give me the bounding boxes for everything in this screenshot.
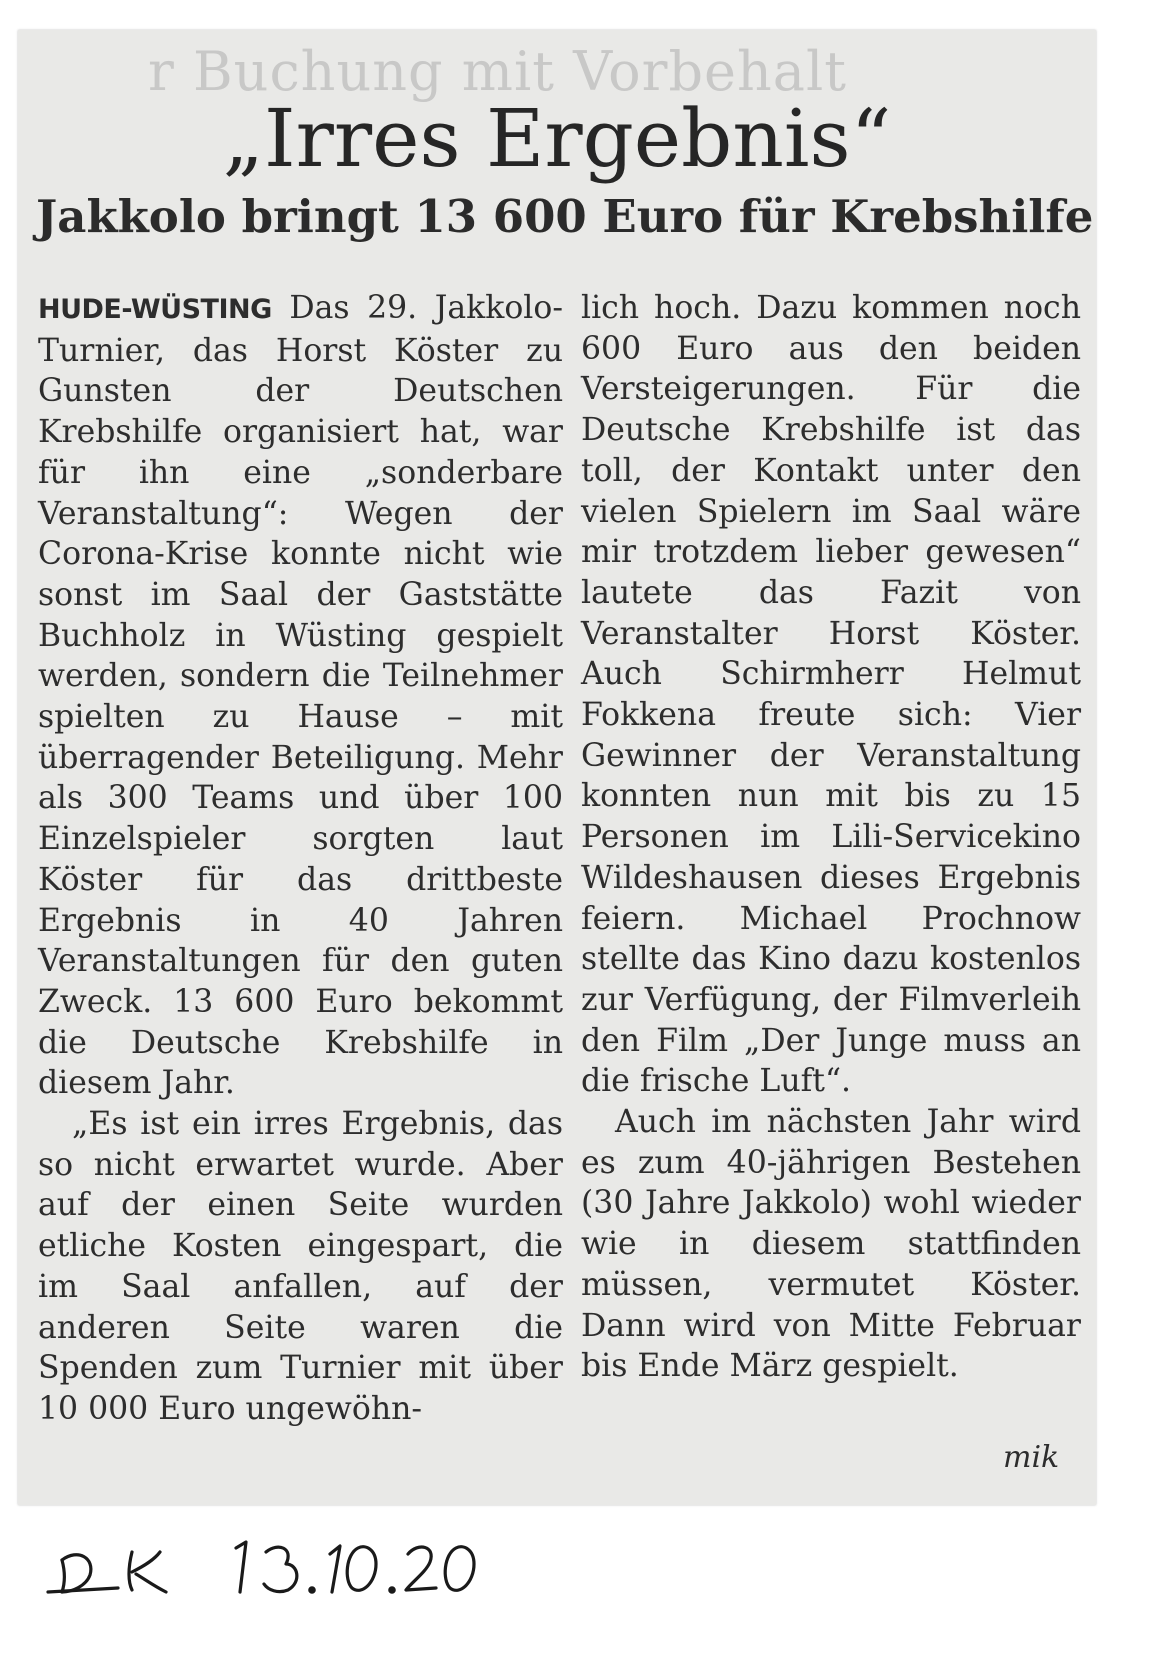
paragraph-1-text: Das 29. Jakkolo-Turnier, das Horst Köster zu Gunsten der Deutschen Krebshilfe organisiert hat, war für ihn eine „sonderbare Veranstaltung“: Wegen der Corona-Krise konnte nicht wie sonst im Saal der Gaststätte Buchholz in Wüsting gespielt werden, sondern die Teilnehmer spielten zu Hause – mit überragender Beteiligung. Mehr als 300 Teams und über 100 Einzelspieler sorgten laut Köster für das drittbeste Ergebnis in 40 Jahren Veranstaltungen für den guten Zweck. 13 600 Euro bekommt die Deutsche Krebshilfe in diesem Jahr. [38,290,563,1102]
handwritten-note-text: DK 13.10.20 [40,1520,46,1521]
subheadline: Jakkolo bringt 13 600 Euro für Krebshilfe [36,190,1094,243]
article-paragraph-3: Auch im nächsten Jahr wird es zum 40-jährigen Bestehen (30 Jahre Jakkolo) wohl wieder wie in diesem stattfinden müssen, vermutet Köster. Dann wird von Mitte Februar bis Ende März gespielt. [581,1104,1081,1385]
article-column-left [38,288,563,1430]
article-paragraph-2: „Es ist ein irres Ergebnis, das so nicht erwartet wurde. Aber auf der einen Seite wurden etliche Kosten eingespart, die im Saal anfallen, auf der anderen Seite waren die Spenden zum Turnier mit über 10 000 Euro ungewöhn- [38,1106,563,1427]
bleed-through-text: r Buchung mit Vorbehalt [148,40,847,103]
article-paragraph-1 [38,288,563,1104]
author-signature: mik [1003,1440,1060,1475]
handwritten-note [40,1520,480,1610]
dateline: HUDE-WÜSTING [38,294,272,325]
article-paragraph-2-continued: lich hoch. Dazu kommen noch 600 Euro aus den beiden Versteigerungen. Für die Deutsche Krebshilfe ist das toll, der Kontakt unter den vielen Spielern im Saal wäre mir trotzdem lieber gewesen“ lautete das Fazit von Veranstalter Horst Köster. Auch Schirmherr Helmut Fokkena freute sich: Vier Gewinner der Veranstaltung konnten nun mit bis zu 15 Personen im Lili-Servicekino Wildeshausen dieses Ergebnis feiern. Michael Prochnow stellte das Kino dazu kostenlos zur Verfügung, der Filmverleih den Film „Der Junge muss an die frische Luft“. [581,290,1081,1100]
article-column-right [581,288,1081,1387]
headline: „Irres Ergebnis“ [222,92,892,185]
newspaper-clipping [18,30,1096,1505]
